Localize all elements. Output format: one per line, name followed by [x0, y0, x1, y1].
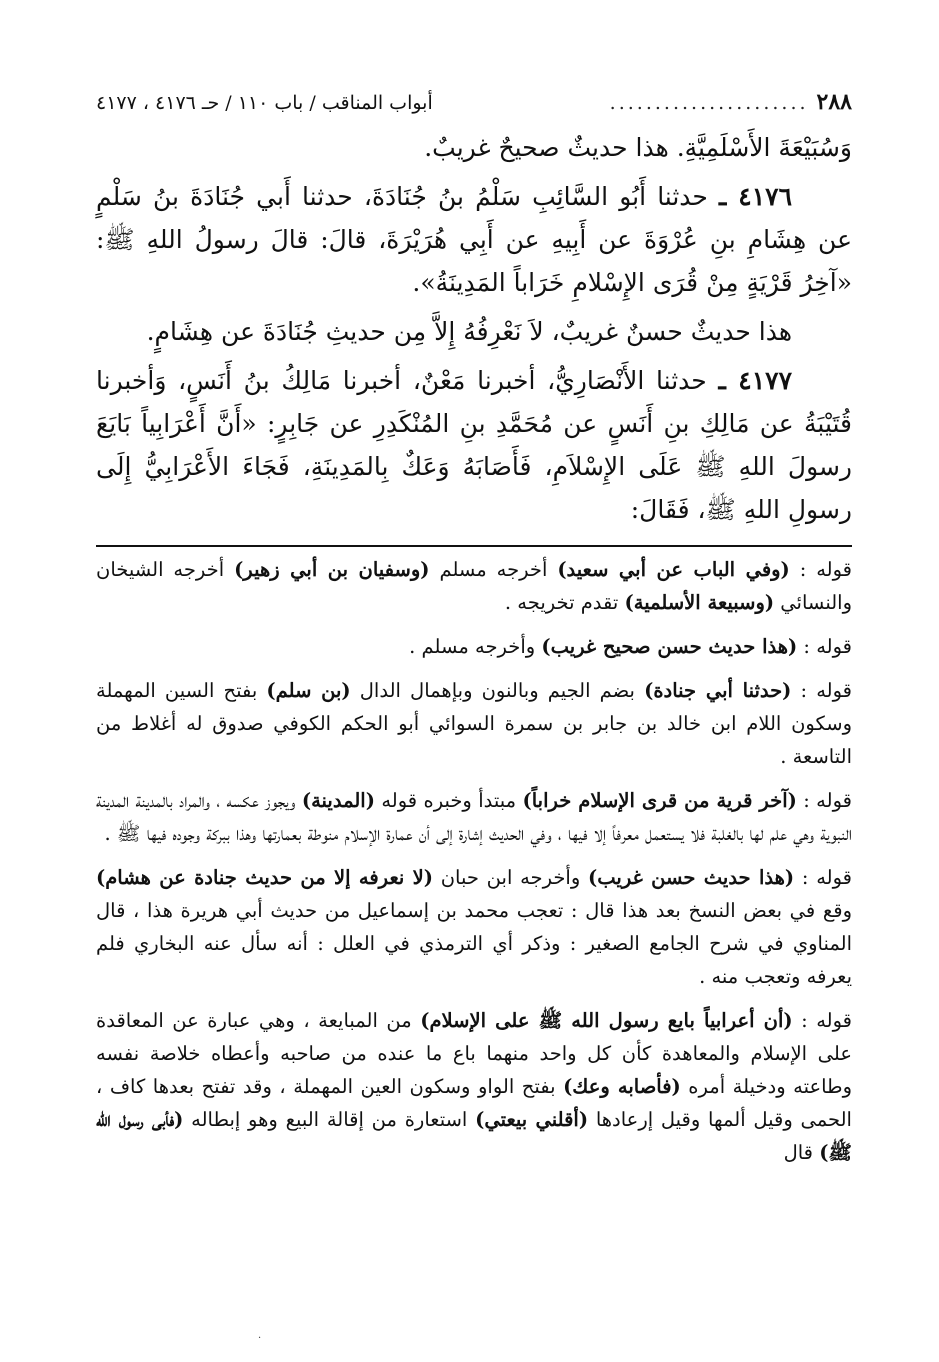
note-quote: (أقلني بيعتي)	[475, 1108, 589, 1131]
note-text: ويجوز عكسه ، والمراد بالمدينة المدينة النبوية وهي علم لها بالغلبة فلا يستعمل معرفاً إلا فيها ، وفي الحديث إشارة إلى أن عمارة الإسلام منوطة بعمارتها وهذا ببركة وجوده فيها ﷺ .	[96, 789, 852, 845]
note-text: وقع في بعض النسخ بعد هذا قال : تعجب محمد بن إسماعيل من حديث أبي هريرة هذا ، قال المناوي في شرح الجامع الصغير : وذكر أي الترمذي في العلل : أنه سأل عنه البخاري فلم يعرفه وتعجب منه .	[96, 899, 852, 988]
note-text: مبتدأ وخبره قوله	[374, 789, 523, 812]
note-4	[96, 784, 852, 850]
note-lead: قوله :	[794, 866, 852, 889]
book-page	[96, 82, 852, 1180]
note-text: وأخرجه ابن حبان	[432, 866, 589, 889]
note-lead: قوله :	[797, 635, 852, 658]
note-text: بفتح السين المهملة وسكون اللام ابن خالد بن جابر بن سمرة السوائي أبو الحكم الكوفي صدوق له أغلاط من التاسعة .	[96, 679, 852, 768]
hadith-4176-text: حدثنا أَبُو السَّائِبِ سَلْمُ بنُ جُنَادَةَ، حدثنا أَبي جُنَادَةَ بنُ سَلْمٍ عن هِشَامِ بنِ عُرْوَةَ عن أَبِيهِ عن أَبِي هُرَيْرَةَ، قالَ: قالَ رسولُ اللهِ ﷺ: «آخِرُ قَرْيَةٍ مِنْ قُرَى الإِسْلامِ خَرَاباً المَدِينَةُ».	[96, 182, 852, 297]
footnote-divider	[96, 545, 852, 547]
note-quote: (فأصابه وعك)	[563, 1075, 681, 1098]
note-text: أخرجه مسلم	[429, 558, 558, 581]
print-mark: ·	[258, 1333, 262, 1344]
note-2	[96, 630, 852, 663]
note-quote: (بن سلم)	[266, 679, 351, 702]
note-text: بضم الجيم وبالنون وبإهمال الدال	[350, 679, 645, 702]
note-3	[96, 674, 852, 773]
hadith-4177-text: حدثنا الأَنْصَارِيُّ، أخبرنا مَعْنٌ، أخبرنا مَالِكُ بنُ أَنَسٍ، وَأخبرنا قُتَيْبَةُ عن مَالِكِ بنِ أَنَسٍ عن مُحَمَّدِ بنِ المُنْكَدِرِ عن جَابِرٍ: «أَنَّ أَعْرَابِياً بَايَعَ رسولَ اللهِ ﷺ عَلَى الإِسْلاَمِ، فَأَصَابَهُ وَعَكٌ بِالمَدِينَةِ، فَجَاءَ الأَعْرَابِيُّ إِلَى رسولِ اللهِ ﷺ، فَقَالَ:	[96, 366, 852, 524]
note-quote: (أن أعرابياً بايع رسول الله ﷺ على الإسلام)	[420, 1009, 793, 1032]
note-text: تقدم تخريجه .	[504, 591, 625, 614]
main-paragraph-2: هذا حديثٌ حسنٌ غريبٌ، لاَ نَعْرِفُهُ إِلاَّ مِن حديثِ جُنَادَةَ عن هِشَامٍ.	[146, 317, 792, 346]
hadith-4177	[96, 359, 852, 531]
note-text: وأخرجه مسلم .	[409, 635, 542, 658]
note-quote: (وسبيعة الأسلمية)	[624, 591, 775, 614]
note-text: من المبايعة ، وهي عبارة عن المعاقدة على الإسلام والمعاهدة كأن كل واحد منهما باع ما عنده من صاحبه وأعطاه خلاصة نفسه وطاعته ودخيلة أمره	[96, 1009, 852, 1098]
hadith-number-4176: ٤١٧٦ ـ	[719, 182, 792, 211]
note-quote: (هذا حديث حسن غريب)	[588, 866, 795, 889]
note-5	[96, 861, 852, 993]
hadith-4176	[96, 175, 852, 304]
header-dots: ......................	[609, 92, 809, 114]
note-lead: قوله :	[792, 1009, 852, 1032]
note-lead: قوله :	[796, 789, 852, 812]
hadith-number-4177: ٤١٧٧ ـ	[718, 366, 793, 395]
header-title: أبواب المناقب / باب ١١٠ / حـ ٤١٧٦ ، ٤١٧٧	[96, 92, 433, 114]
note-quote: (وفي الباب عن أبي سعيد)	[557, 558, 790, 581]
note-quote: (آخر قرية من قرى الإسلام خراباً)	[522, 789, 797, 812]
running-header	[96, 82, 852, 122]
note-quote: (حدثنا أبي جنادة)	[644, 679, 792, 702]
commentary	[96, 553, 852, 1169]
note-lead: قوله :	[789, 558, 852, 581]
main-paragraph-0: وَسُبَيْعَةَ الأَسْلَمِيَّةِ. هذا حديثٌ صحيحٌ غريبٌ.	[424, 133, 852, 162]
note-quote: (فأبى رسول الله ﷺ)	[96, 1108, 852, 1164]
note-text: قال	[783, 1141, 820, 1164]
note-text: أخرجه الشيخان والنسائي	[96, 558, 852, 614]
note-quote: (المدينة)	[301, 789, 375, 812]
note-text: استعارة من إقالة البيع وهو إبطاله	[183, 1108, 476, 1131]
note-text: بفتح الواو وسكون العين المهملة ، وقد تفتح بعدها كاف ، الحمى وقيل ألمها وقيل إرعادها	[96, 1075, 852, 1131]
note-1	[96, 553, 852, 619]
note-quote: (وسفيان بن أبي زهير)	[234, 558, 430, 581]
page-number: ٢٨٨	[816, 89, 852, 115]
main-text	[96, 126, 852, 531]
note-lead: قوله :	[791, 679, 853, 702]
note-quote: (هذا حديث حسن صحيح غريب)	[541, 635, 798, 658]
note-6	[96, 1004, 852, 1169]
note-quote: (لا نعرفه إلا من حديث جنادة عن هشام)	[96, 866, 433, 889]
